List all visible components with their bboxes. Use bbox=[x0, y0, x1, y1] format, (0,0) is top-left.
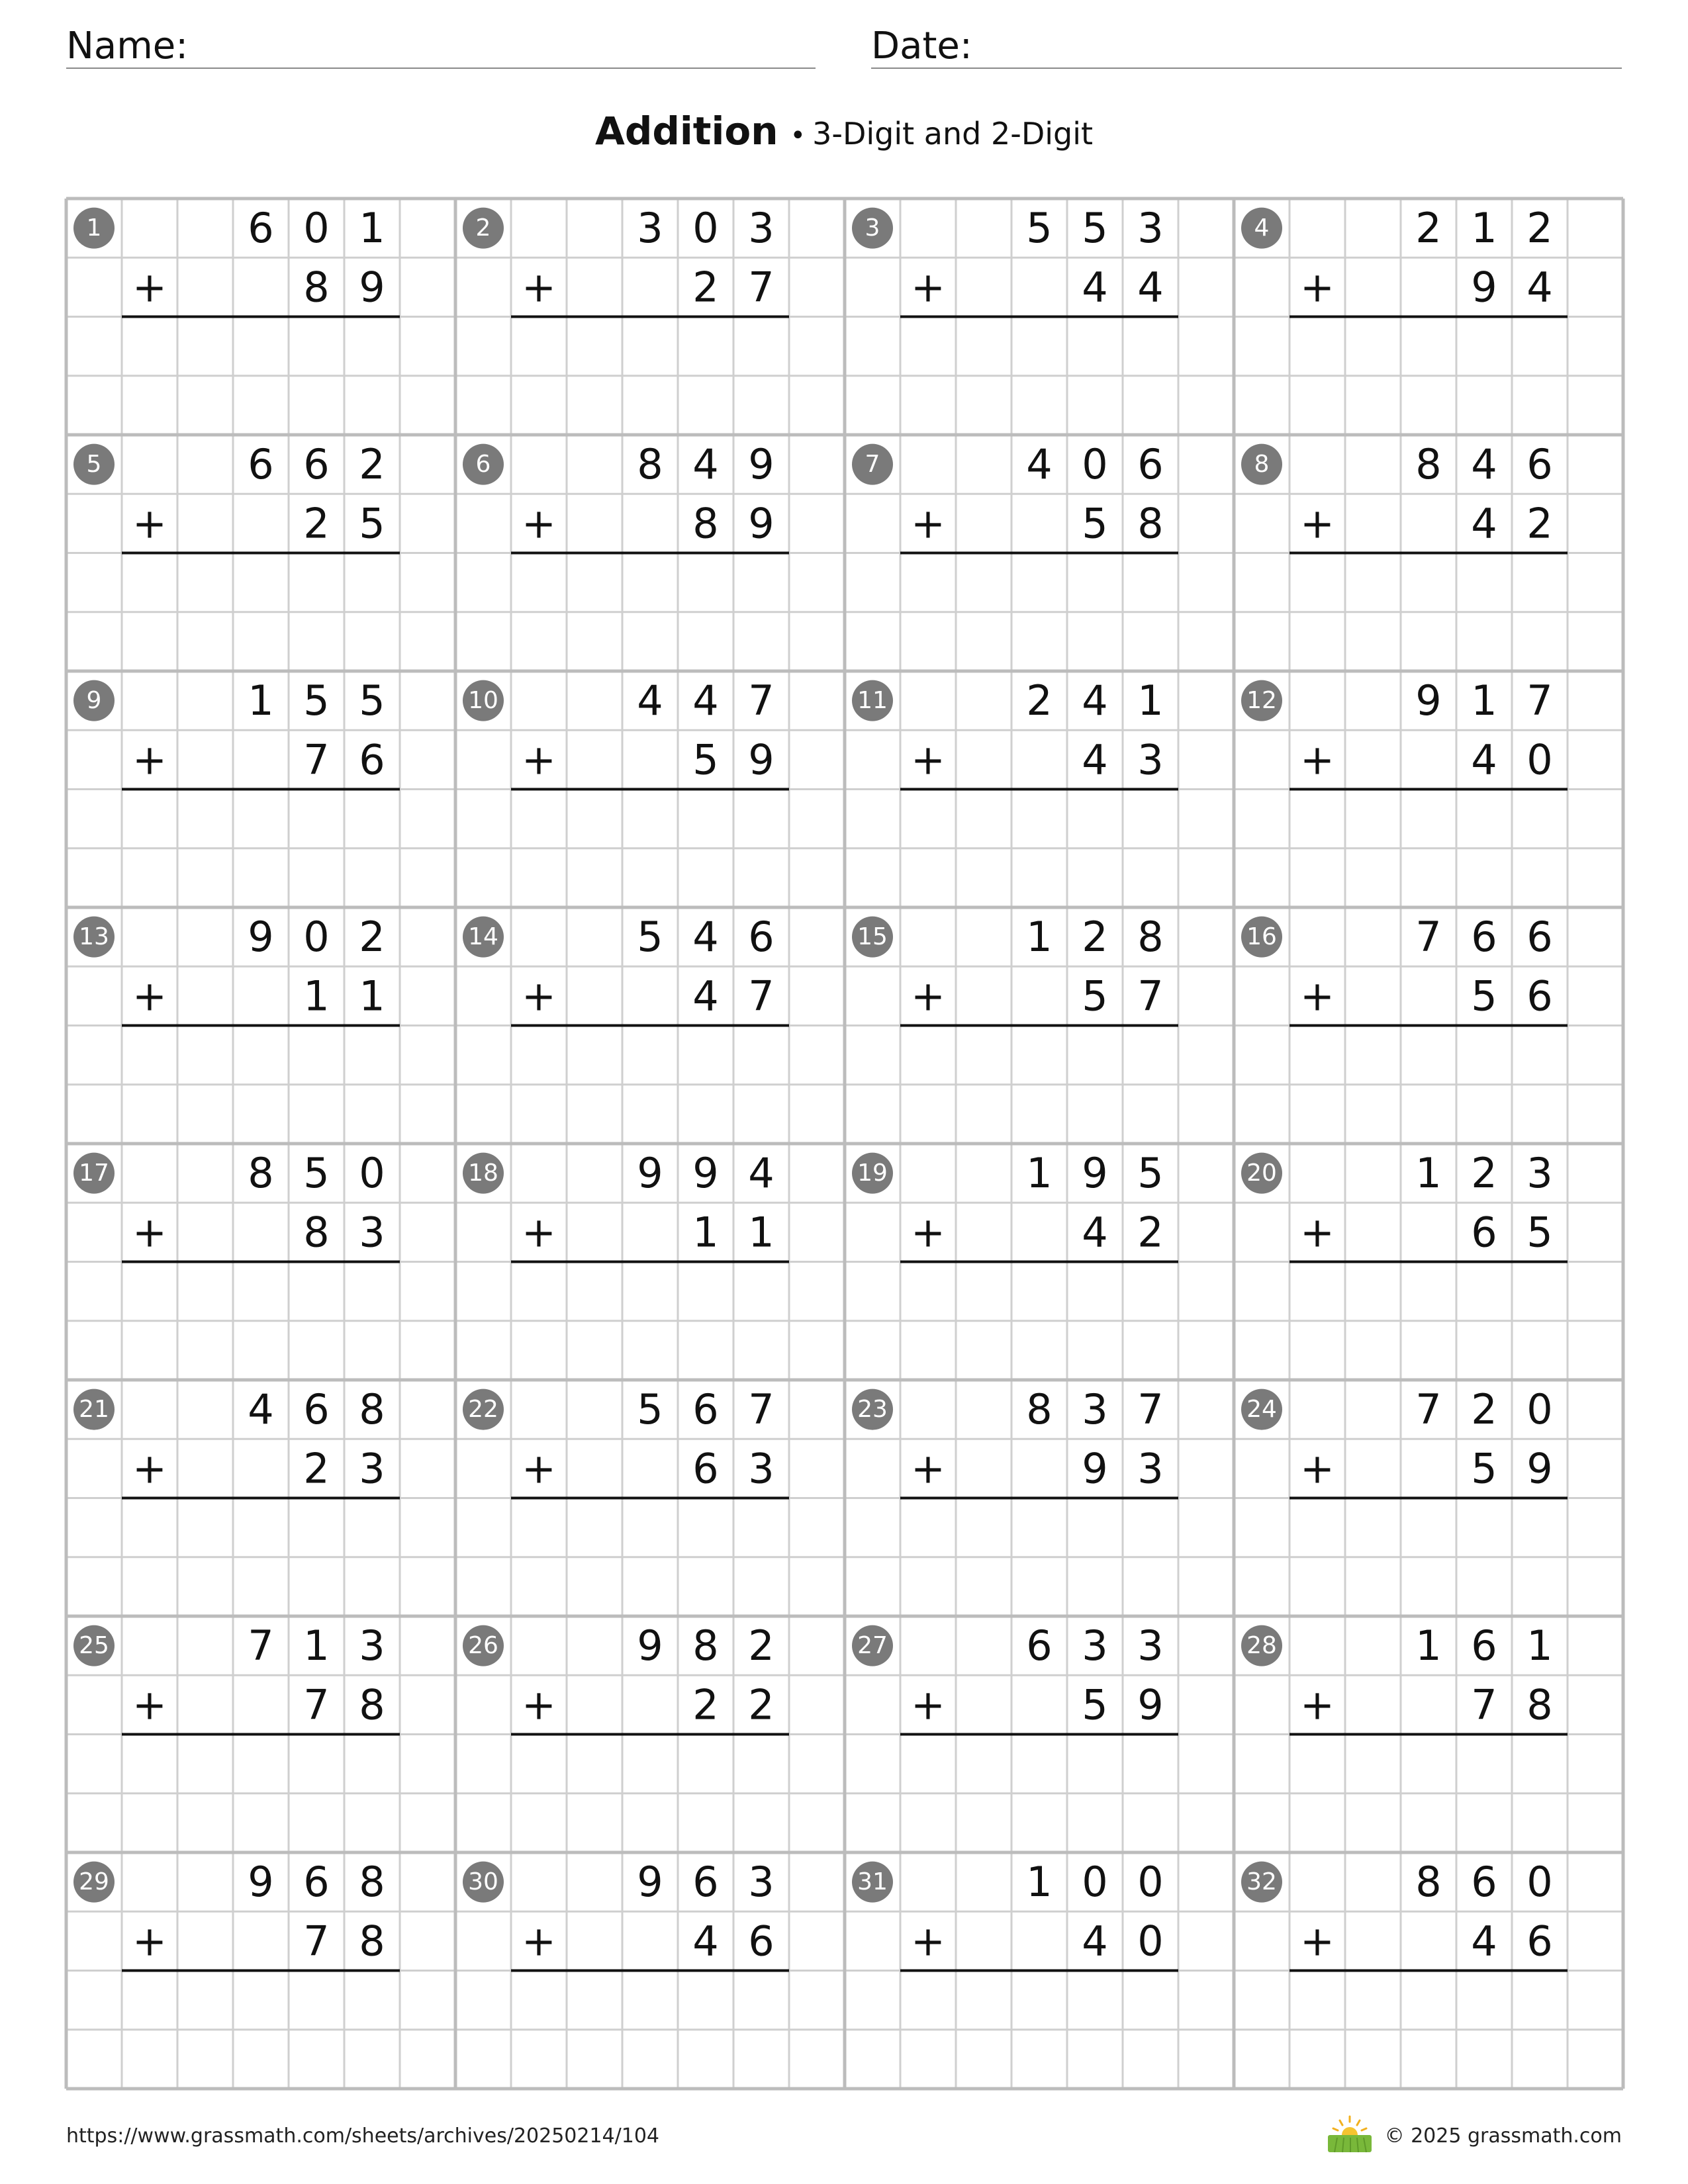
top-digit: 0 bbox=[303, 204, 330, 253]
bottom-digit: 5 bbox=[1471, 1444, 1497, 1493]
top-digit: 3 bbox=[637, 204, 663, 253]
top-digit: 9 bbox=[1082, 1149, 1108, 1198]
top-digit: 4 bbox=[248, 1385, 274, 1434]
top-digit: 0 bbox=[1526, 1858, 1553, 1907]
problem-number: 31 bbox=[857, 1868, 888, 1896]
top-digit: 6 bbox=[1526, 913, 1553, 962]
top-digit: 9 bbox=[637, 1858, 663, 1907]
bottom-digit: 4 bbox=[1471, 735, 1497, 784]
problem-number: 4 bbox=[1254, 214, 1270, 242]
top-digit: 7 bbox=[748, 1385, 774, 1434]
bottom-digit: 9 bbox=[748, 499, 774, 548]
top-digit: 9 bbox=[1415, 676, 1442, 725]
top-digit: 1 bbox=[1415, 1149, 1442, 1198]
answer-area[interactable] bbox=[1289, 555, 1568, 670]
bottom-digit: 4 bbox=[1082, 1917, 1108, 1966]
bottom-digit: 8 bbox=[359, 1917, 385, 1966]
top-digit: 7 bbox=[1415, 913, 1442, 962]
top-digit: 6 bbox=[748, 913, 774, 962]
problem-number: 16 bbox=[1246, 923, 1277, 951]
operator-plus: + bbox=[522, 263, 556, 312]
bottom-digit: 9 bbox=[1137, 1680, 1164, 1729]
answer-area[interactable] bbox=[511, 555, 789, 670]
operator-plus: + bbox=[132, 1208, 167, 1257]
problem-number: 17 bbox=[79, 1160, 109, 1187]
bottom-digit: 5 bbox=[359, 499, 385, 548]
bottom-digit: 1 bbox=[303, 972, 330, 1021]
bottom-digit: 3 bbox=[1137, 1444, 1164, 1493]
answer-area[interactable] bbox=[122, 1972, 400, 2088]
top-digit: 9 bbox=[248, 1858, 274, 1907]
problem-number: 5 bbox=[86, 451, 102, 478]
top-digit: 2 bbox=[1026, 676, 1053, 725]
bottom-digit: 4 bbox=[1082, 735, 1108, 784]
top-digit: 7 bbox=[248, 1621, 274, 1670]
operator-plus: + bbox=[1300, 1680, 1335, 1729]
bottom-digit: 4 bbox=[1082, 1208, 1108, 1257]
operator-plus: + bbox=[1300, 735, 1335, 784]
bottom-digit: 9 bbox=[1082, 1444, 1108, 1493]
grass-sun-logo-icon bbox=[1327, 2114, 1373, 2154]
bottom-digit: 9 bbox=[1526, 1444, 1553, 1493]
bottom-digit: 3 bbox=[1137, 735, 1164, 784]
problem-number: 29 bbox=[79, 1868, 109, 1896]
problem-number: 21 bbox=[79, 1396, 109, 1424]
bottom-digit: 2 bbox=[1526, 499, 1553, 548]
answer-area[interactable] bbox=[900, 1736, 1178, 1852]
problem-number: 12 bbox=[1246, 687, 1277, 715]
operator-plus: + bbox=[911, 735, 945, 784]
footer-copyright: © 2025 grassmath.com bbox=[1384, 2124, 1622, 2148]
top-digit: 3 bbox=[1082, 1385, 1108, 1434]
operator-plus: + bbox=[132, 499, 167, 548]
answer-area[interactable] bbox=[122, 791, 400, 907]
bottom-digit: 4 bbox=[692, 1917, 719, 1966]
top-digit: 2 bbox=[359, 440, 385, 489]
operator-plus: + bbox=[132, 1444, 167, 1493]
answer-area[interactable] bbox=[1289, 1736, 1568, 1852]
top-digit: 4 bbox=[748, 1149, 774, 1198]
top-digit: 9 bbox=[637, 1621, 663, 1670]
bottom-digit: 9 bbox=[359, 263, 385, 312]
bottom-digit: 6 bbox=[748, 1917, 774, 1966]
bottom-digit: 8 bbox=[303, 1208, 330, 1257]
top-digit: 2 bbox=[1471, 1149, 1497, 1198]
top-digit: 3 bbox=[1082, 1621, 1108, 1670]
operator-plus: + bbox=[1300, 1444, 1335, 1493]
operator-plus: + bbox=[522, 972, 556, 1021]
answer-area[interactable] bbox=[511, 1500, 789, 1615]
top-digit: 6 bbox=[303, 1385, 330, 1434]
answer-area[interactable] bbox=[900, 791, 1178, 907]
answer-area[interactable] bbox=[511, 791, 789, 907]
answer-area[interactable] bbox=[1289, 1263, 1568, 1379]
bottom-digit: 8 bbox=[1526, 1680, 1553, 1729]
top-digit: 6 bbox=[248, 440, 274, 489]
top-digit: 8 bbox=[1415, 1858, 1442, 1907]
top-digit: 3 bbox=[1526, 1149, 1553, 1198]
operator-plus: + bbox=[1300, 263, 1335, 312]
problem-number: 24 bbox=[1246, 1396, 1277, 1424]
title-subtitle: 3-Digit and 2-Digit bbox=[812, 116, 1094, 152]
top-digit: 5 bbox=[637, 1385, 663, 1434]
top-digit: 0 bbox=[359, 1149, 385, 1198]
answer-area[interactable] bbox=[900, 1263, 1178, 1379]
problem-number: 14 bbox=[468, 923, 498, 951]
bottom-digit: 5 bbox=[1082, 972, 1108, 1021]
top-digit: 6 bbox=[1137, 440, 1164, 489]
operator-plus: + bbox=[132, 1680, 167, 1729]
problem-number: 28 bbox=[1246, 1632, 1277, 1660]
top-digit: 3 bbox=[748, 204, 774, 253]
answer-area[interactable] bbox=[122, 555, 400, 670]
bottom-digit: 8 bbox=[692, 499, 719, 548]
title-separator: • bbox=[790, 120, 806, 151]
top-digit: 3 bbox=[748, 1858, 774, 1907]
operator-plus: + bbox=[132, 735, 167, 784]
bottom-digit: 8 bbox=[359, 1680, 385, 1729]
operator-plus: + bbox=[1300, 499, 1335, 548]
operator-plus: + bbox=[522, 1444, 556, 1493]
answer-area[interactable] bbox=[511, 1972, 789, 2088]
bottom-digit: 6 bbox=[1471, 1208, 1497, 1257]
answer-area[interactable] bbox=[511, 1027, 789, 1143]
bottom-digit: 5 bbox=[1526, 1208, 1553, 1257]
problem-number: 22 bbox=[468, 1396, 498, 1424]
top-digit: 6 bbox=[692, 1858, 719, 1907]
answer-area[interactable] bbox=[122, 1263, 400, 1379]
operator-plus: + bbox=[132, 1917, 167, 1966]
operator-plus: + bbox=[911, 1444, 945, 1493]
bottom-digit: 9 bbox=[1471, 263, 1497, 312]
answer-area[interactable] bbox=[122, 1027, 400, 1143]
answer-area[interactable] bbox=[1289, 1972, 1568, 2088]
bottom-digit: 5 bbox=[1471, 972, 1497, 1021]
answer-area[interactable] bbox=[900, 1027, 1178, 1143]
bottom-digit: 0 bbox=[1526, 735, 1553, 784]
answer-area[interactable] bbox=[900, 555, 1178, 670]
answer-area[interactable] bbox=[122, 1736, 400, 1852]
top-digit: 1 bbox=[1026, 1858, 1053, 1907]
bottom-digit: 5 bbox=[1082, 499, 1108, 548]
problem-number: 10 bbox=[468, 687, 498, 715]
bottom-digit: 6 bbox=[359, 735, 385, 784]
bottom-digit: 5 bbox=[1082, 1680, 1108, 1729]
answer-area[interactable] bbox=[900, 1972, 1178, 2088]
bottom-digit: 4 bbox=[1082, 263, 1108, 312]
top-digit: 1 bbox=[303, 1621, 330, 1670]
answer-area[interactable] bbox=[122, 318, 400, 434]
answer-area[interactable] bbox=[1289, 1500, 1568, 1615]
bottom-digit: 7 bbox=[303, 1680, 330, 1729]
answer-area[interactable] bbox=[511, 1736, 789, 1852]
problem-number: 6 bbox=[475, 451, 491, 478]
operator-plus: + bbox=[522, 499, 556, 548]
top-digit: 5 bbox=[359, 676, 385, 725]
bottom-digit: 2 bbox=[692, 1680, 719, 1729]
operator-plus: + bbox=[522, 1680, 556, 1729]
problem-number: 19 bbox=[857, 1160, 888, 1187]
bottom-digit: 2 bbox=[692, 263, 719, 312]
top-digit: 8 bbox=[1026, 1385, 1053, 1434]
top-digit: 4 bbox=[692, 913, 719, 962]
problem-number: 26 bbox=[468, 1632, 498, 1660]
top-digit: 4 bbox=[692, 440, 719, 489]
answer-area[interactable] bbox=[1289, 791, 1568, 907]
top-digit: 2 bbox=[1526, 204, 1553, 253]
bottom-digit: 5 bbox=[692, 735, 719, 784]
answer-area[interactable] bbox=[122, 1500, 400, 1615]
problem-number: 13 bbox=[79, 923, 109, 951]
problem-number: 23 bbox=[857, 1396, 888, 1424]
bottom-digit: 2 bbox=[303, 1444, 330, 1493]
top-digit: 7 bbox=[1415, 1385, 1442, 1434]
top-digit: 8 bbox=[637, 440, 663, 489]
top-digit: 4 bbox=[1082, 676, 1108, 725]
top-digit: 4 bbox=[1471, 440, 1497, 489]
name-label: Name: bbox=[66, 24, 189, 68]
bottom-digit: 6 bbox=[1526, 1917, 1553, 1966]
top-digit: 5 bbox=[1082, 204, 1108, 253]
top-digit: 3 bbox=[359, 1621, 385, 1670]
footer-url: https://www.grassmath.com/sheets/archives/20250214/104 bbox=[66, 2124, 660, 2148]
top-digit: 3 bbox=[1137, 204, 1164, 253]
top-digit: 9 bbox=[637, 1149, 663, 1198]
top-digit: 0 bbox=[1082, 1858, 1108, 1907]
date-label: Date: bbox=[871, 24, 972, 68]
bottom-digit: 7 bbox=[748, 263, 774, 312]
problem-number: 27 bbox=[857, 1632, 888, 1660]
bottom-digit: 3 bbox=[359, 1444, 385, 1493]
bottom-digit: 9 bbox=[748, 735, 774, 784]
top-digit: 1 bbox=[1137, 676, 1164, 725]
top-digit: 2 bbox=[1415, 204, 1442, 253]
answer-area[interactable] bbox=[900, 1500, 1178, 1615]
top-digit: 6 bbox=[1471, 1621, 1497, 1670]
bottom-digit: 2 bbox=[303, 499, 330, 548]
bottom-digit: 7 bbox=[1471, 1680, 1497, 1729]
top-digit: 2 bbox=[748, 1621, 774, 1670]
top-digit: 8 bbox=[248, 1149, 274, 1198]
top-digit: 2 bbox=[1082, 913, 1108, 962]
bottom-digit: 3 bbox=[748, 1444, 774, 1493]
bottom-digit: 4 bbox=[1471, 1917, 1497, 1966]
problem-number: 32 bbox=[1246, 1868, 1277, 1896]
top-digit: 9 bbox=[692, 1149, 719, 1198]
top-digit: 6 bbox=[248, 204, 274, 253]
problem-number: 18 bbox=[468, 1160, 498, 1187]
top-digit: 6 bbox=[1471, 1858, 1497, 1907]
top-digit: 9 bbox=[748, 440, 774, 489]
problem-number: 7 bbox=[865, 451, 880, 478]
top-digit: 1 bbox=[1471, 204, 1497, 253]
operator-plus: + bbox=[522, 1208, 556, 1257]
title-main: Addition bbox=[594, 109, 778, 154]
operator-plus: + bbox=[911, 1680, 945, 1729]
answer-area[interactable] bbox=[511, 1263, 789, 1379]
top-digit: 5 bbox=[1137, 1149, 1164, 1198]
top-digit: 0 bbox=[1137, 1858, 1164, 1907]
top-digit: 2 bbox=[359, 913, 385, 962]
operator-plus: + bbox=[132, 263, 167, 312]
top-digit: 4 bbox=[692, 676, 719, 725]
top-digit: 6 bbox=[303, 1858, 330, 1907]
answer-area[interactable] bbox=[511, 318, 789, 434]
problem-number: 25 bbox=[79, 1632, 109, 1660]
top-digit: 1 bbox=[1026, 913, 1053, 962]
top-digit: 8 bbox=[1415, 440, 1442, 489]
top-digit: 8 bbox=[692, 1621, 719, 1670]
answer-area[interactable] bbox=[900, 318, 1178, 434]
bottom-digit: 7 bbox=[1137, 972, 1164, 1021]
bottom-digit: 4 bbox=[1137, 263, 1164, 312]
top-digit: 7 bbox=[1137, 1385, 1164, 1434]
top-digit: 5 bbox=[303, 676, 330, 725]
problem-number: 11 bbox=[857, 687, 888, 715]
top-digit: 5 bbox=[303, 1149, 330, 1198]
operator-plus: + bbox=[522, 735, 556, 784]
top-digit: 6 bbox=[303, 440, 330, 489]
bottom-digit: 4 bbox=[692, 972, 719, 1021]
top-digit: 0 bbox=[303, 913, 330, 962]
top-digit: 1 bbox=[1471, 676, 1497, 725]
problem-number: 15 bbox=[857, 923, 888, 951]
top-digit: 1 bbox=[1415, 1621, 1442, 1670]
top-digit: 1 bbox=[1026, 1149, 1053, 1198]
top-digit: 8 bbox=[359, 1385, 385, 1434]
bottom-digit: 7 bbox=[303, 1917, 330, 1966]
operator-plus: + bbox=[522, 1917, 556, 1966]
bottom-digit: 8 bbox=[303, 263, 330, 312]
bottom-digit: 1 bbox=[359, 972, 385, 1021]
top-digit: 3 bbox=[1137, 1621, 1164, 1670]
top-digit: 6 bbox=[1526, 440, 1553, 489]
top-digit: 4 bbox=[1026, 440, 1053, 489]
bottom-digit: 7 bbox=[748, 972, 774, 1021]
operator-plus: + bbox=[911, 263, 945, 312]
top-digit: 7 bbox=[748, 676, 774, 725]
problem-number: 30 bbox=[468, 1868, 498, 1896]
problem-number: 8 bbox=[1254, 451, 1270, 478]
bottom-digit: 4 bbox=[1471, 499, 1497, 548]
operator-plus: + bbox=[911, 1917, 945, 1966]
top-digit: 8 bbox=[1137, 913, 1164, 962]
top-digit: 9 bbox=[248, 913, 274, 962]
top-digit: 6 bbox=[692, 1385, 719, 1434]
problem-number: 1 bbox=[86, 214, 102, 242]
operator-plus: + bbox=[911, 499, 945, 548]
operator-plus: + bbox=[911, 972, 945, 1021]
top-digit: 1 bbox=[248, 676, 274, 725]
bottom-digit: 1 bbox=[748, 1208, 774, 1257]
top-digit: 8 bbox=[359, 1858, 385, 1907]
bottom-digit: 2 bbox=[1137, 1208, 1164, 1257]
operator-plus: + bbox=[1300, 1917, 1335, 1966]
answer-area[interactable] bbox=[1289, 318, 1568, 434]
top-digit: 2 bbox=[1471, 1385, 1497, 1434]
bottom-digit: 1 bbox=[692, 1208, 719, 1257]
operator-plus: + bbox=[1300, 1208, 1335, 1257]
top-digit: 0 bbox=[1082, 440, 1108, 489]
problem-number: 2 bbox=[475, 214, 491, 242]
operator-plus: + bbox=[1300, 972, 1335, 1021]
top-digit: 0 bbox=[1526, 1385, 1553, 1434]
top-digit: 0 bbox=[692, 204, 719, 253]
bottom-digit: 6 bbox=[692, 1444, 719, 1493]
answer-area[interactable] bbox=[1289, 1027, 1568, 1143]
top-digit: 1 bbox=[359, 204, 385, 253]
bottom-digit: 2 bbox=[748, 1680, 774, 1729]
problem-number: 3 bbox=[865, 214, 880, 242]
top-digit: 5 bbox=[1026, 204, 1053, 253]
top-digit: 7 bbox=[1526, 676, 1553, 725]
bottom-digit: 4 bbox=[1526, 263, 1553, 312]
operator-plus: + bbox=[911, 1208, 945, 1257]
top-digit: 6 bbox=[1471, 913, 1497, 962]
problem-number: 20 bbox=[1246, 1160, 1277, 1187]
bottom-digit: 3 bbox=[359, 1208, 385, 1257]
problem-number: 9 bbox=[86, 687, 102, 715]
bottom-digit: 0 bbox=[1137, 1917, 1164, 1966]
bottom-digit: 7 bbox=[303, 735, 330, 784]
bottom-digit: 8 bbox=[1137, 499, 1164, 548]
top-digit: 1 bbox=[1526, 1621, 1553, 1670]
bottom-digit: 6 bbox=[1526, 972, 1553, 1021]
top-digit: 6 bbox=[1026, 1621, 1053, 1670]
top-digit: 4 bbox=[637, 676, 663, 725]
operator-plus: + bbox=[132, 972, 167, 1021]
top-digit: 5 bbox=[637, 913, 663, 962]
